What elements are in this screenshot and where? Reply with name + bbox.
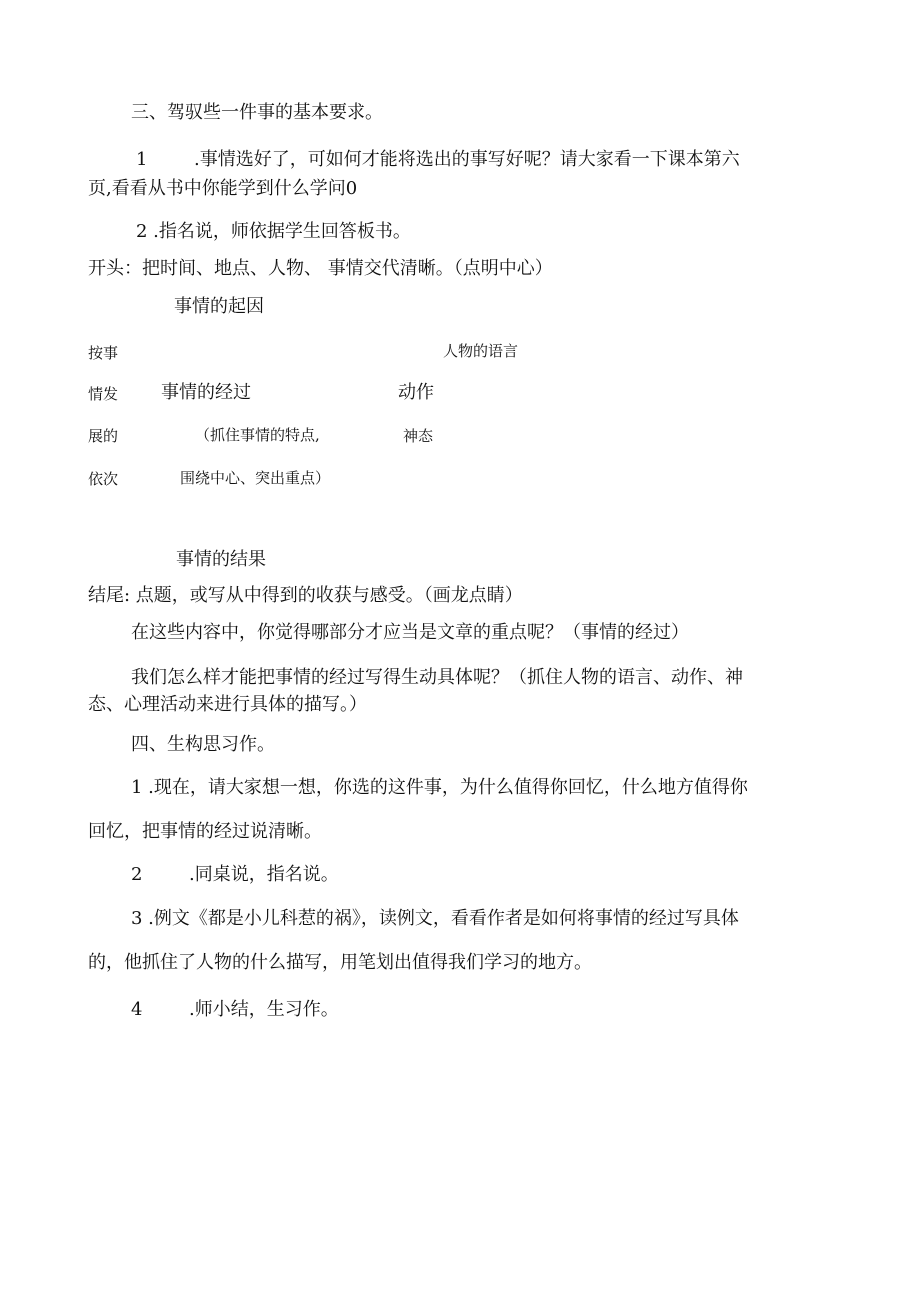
side-label-3: 展的 xyxy=(88,427,119,445)
process-note-2: 围绕中心、突出重点） xyxy=(180,469,331,487)
ending-line: 结尾: 点题，或写从中得到的收获与感受。（画龙点睛） xyxy=(88,585,523,606)
aspect-language: 人物的语言 xyxy=(443,342,519,360)
section-4-step-2-number: 2 xyxy=(131,864,143,885)
section-3-title: 三、驾驭些一件事的基本要求。 xyxy=(131,102,383,123)
section-4-step-4-text: .师小结，生习作。 xyxy=(189,999,339,1020)
section-4-step-1-second-line: 回忆，把事情的经过说清晰。 xyxy=(88,821,322,842)
side-label-4: 依次 xyxy=(88,470,119,488)
side-label-2: 情发 xyxy=(88,385,119,403)
step-1-number: 1 xyxy=(136,149,148,170)
section-4-step-3-second-line: 的，他抓住了人物的什么描写，用笔划出值得我们学习的地方。 xyxy=(88,952,592,973)
section-4-step-2-text: .同桌说，指名说。 xyxy=(189,864,339,885)
side-label-1: 按事 xyxy=(88,344,119,362)
step-1-second-line: 页,看看从书中你能学到什么学问0 xyxy=(88,178,358,199)
step-1-first-line xyxy=(136,151,740,169)
result-label: 事情的结果 xyxy=(176,549,266,570)
section-4-step-1-first-line: 1 .现在，请大家想一想，你选的这件事，为什么值得你回忆，什么地方值得你 xyxy=(131,777,748,798)
section-4-step-2 xyxy=(131,866,339,884)
cause-label: 事情的起因 xyxy=(174,296,264,317)
opening-line: 开头：把时间、地点、人物、 事情交代清晰。（点明中心） xyxy=(88,258,553,279)
process-note-1: （抓住事情的特点, xyxy=(195,426,320,444)
process-label: 事情的经过 xyxy=(161,382,251,403)
question-2-second-line: 态、心理活动来进行具体的描写。） xyxy=(88,694,367,715)
section-4-step-4 xyxy=(131,1001,339,1019)
question-2-first-line: 我们怎么样才能把事情的经过写得生动具体呢？（抓住人物的语言、动作、神 xyxy=(131,667,743,688)
aspect-expression: 神态 xyxy=(403,427,434,445)
step-1-text: .事情选好了，可如何才能将选出的事写好呢？请大家看一下课本第六 xyxy=(194,149,740,170)
section-4-step-4-number: 4 xyxy=(131,999,143,1020)
section-4-step-3-first-line: 3 .例文《都是小儿科惹的祸》，读例文，看看作者是如何将事情的经过写具体 xyxy=(131,908,739,929)
step-2: 2 .指名说，师依据学生回答板书。 xyxy=(136,221,411,242)
aspect-action: 动作 xyxy=(398,382,434,403)
section-4-title: 四、生构思习作。 xyxy=(131,734,275,755)
question-1: 在这些内容中，你觉得哪部分才应当是文章的重点呢？（事情的经过） xyxy=(131,622,689,643)
